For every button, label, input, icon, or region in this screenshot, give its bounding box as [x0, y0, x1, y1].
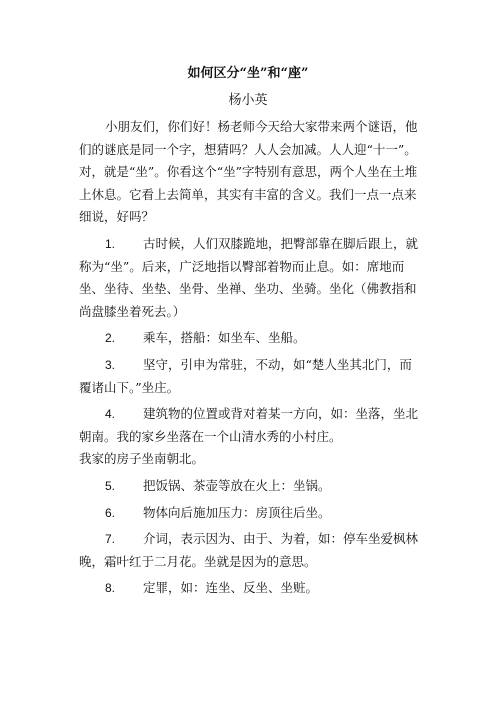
list-item-text: 物体向后施加压力：房顶往后坐。: [143, 504, 331, 520]
list-item-text: 定罪，如：连坐、反坐、坐赃。: [143, 580, 319, 596]
list-item-number: 2.: [105, 331, 116, 346]
list-item: [79, 403, 419, 448]
list-item: [79, 233, 419, 323]
list-item-number: 3.: [105, 357, 116, 372]
list-item: [79, 327, 419, 350]
list-item-number: 8.: [105, 581, 116, 596]
list-item-text: 把饭锅、茶壶等放在火上：坐锅。: [143, 477, 331, 493]
list-item-text: 建筑物的位置或背对着某一方向，如：坐落，坐北朝南。我的家乡坐落在一个山清水秀的小村庄。: [79, 406, 419, 444]
note-line: 我家的房子坐南朝北。: [79, 451, 205, 467]
document-body: [79, 116, 419, 600]
list-item: [79, 475, 419, 498]
list-item-number: 6.: [105, 505, 116, 520]
list-item: [79, 528, 419, 573]
list-item-number: 5.: [105, 478, 116, 493]
list-item: [79, 354, 419, 399]
list-item-number: 7.: [105, 532, 116, 547]
list-item-text: 古时候，人们双膝跪地，把臀部靠在脚后跟上，就称为“坐”。后来，广泛地指以臀部着物而止息。如：席地而坐、坐待、坐垫、坐骨、坐禅、坐功、坐骑。坐化（佛教指和尚盘膝坐着死去。）: [79, 235, 419, 319]
list-item: [79, 502, 419, 525]
list-item-text: 乘车，搭船：如坐车、坐船。: [143, 330, 306, 346]
list-item-text: 坚守，引申为常驻，不动，如“楚人坐其北门，而覆诸山下。”坐庄。: [79, 356, 412, 395]
list-item-number: 4.: [105, 407, 116, 422]
intro-paragraph: 小朋友们，你们好！杨老师今天给大家带来两个谜语，他们的谜底是同一个字，想猜吗？人人会加减。人人迎“十一”。对，就是“坐”。你看这个“坐”字特别有意思，两个人坐在土堆上休息。它看上去简单，其实有丰富的含义。我们一点一点来细说，好吗？: [79, 119, 418, 225]
author-name: 杨小英: [228, 93, 268, 108]
list-item: [79, 577, 419, 600]
list-item-number: 1.: [105, 236, 116, 251]
document-title: 如何区分“坐”和“座”: [187, 66, 309, 81]
list-item-text: 介词，表示因为、由于、为着，如：停车坐爱枫林晚，霜叶红于二月花。坐就是因为的意思。: [79, 531, 419, 569]
